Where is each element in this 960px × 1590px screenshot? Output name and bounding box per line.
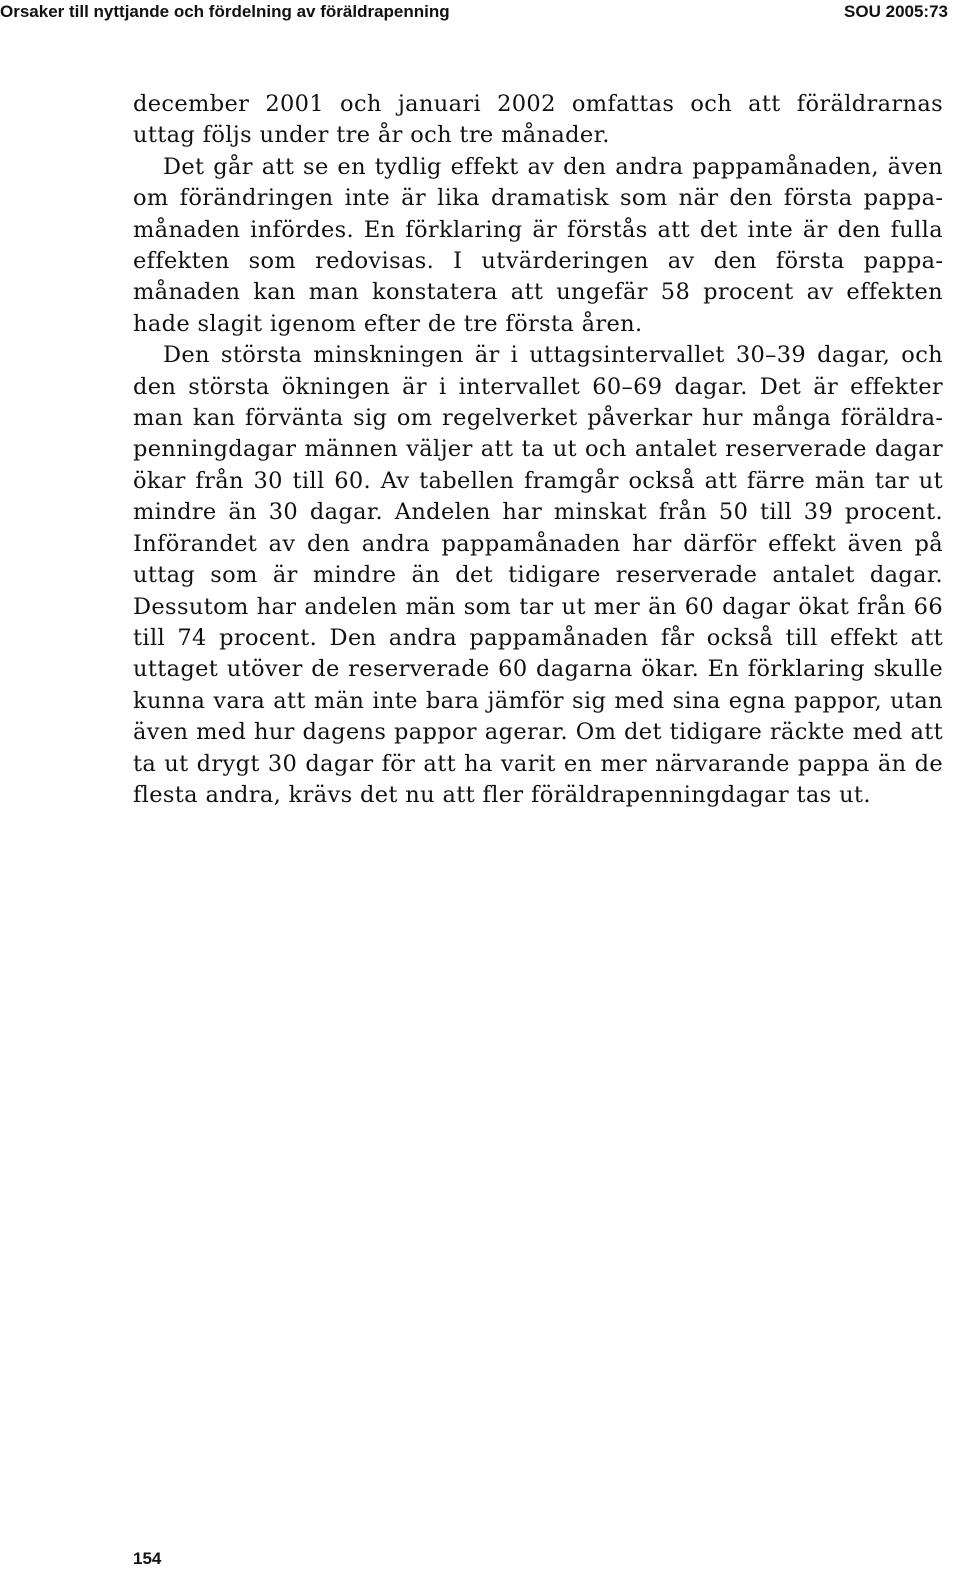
report-reference: SOU 2005:73 [844,2,948,21]
chapter-title: Orsaker till nyttjande och fördelning av föräldrapenning [0,2,450,21]
paragraph: Det går att se en tydlig effekt av den andra pappamånaden, även om förändringen inte är lika dramatisk som när den första pappamånaden infördes. En förklaring är förstås att det inte är den fulla effekten som redovisas. I utvärderingen av den första pappamånaden kan man konstatera att ungefär 58 procent av effekten hade slagit igenom efter de tre första åren. [133,153,943,337]
body-text [133,89,943,811]
paragraph: Den största minskningen är i uttagsintervallet 30–39 dagar, och den största ökningen är i intervallet 60–69 dagar. Det är effekter man kan förvänta sig om regelverket påverkar hur många föräldrapenningdagar männen väljer att ta ut och antalet reserverade dagar ökar från 30 till 60. Av tabellen framgår också att färre män tar ut mindre än 30 dagar. Andelen har minskat från 50 till 39 procent. Införandet av den andra pappamånaden har därför effekt även på uttag som är mindre än det tidigare reserverade antalet dagar. Dessutom har andelen män som tar ut mer än 60 dagar ökat från 66 till 74 procent. Den andra pappamånaden får också till effekt att uttaget utöver de reserverade 60 dagarna ökar. En förklaring skulle kunna vara att män inte bara jämför sig med sina egna pappor, utan även med hur dagens pappor agerar. Om det tidigare räckte med att ta ut drygt 30 dagar för att ha varit en mer närvarande pappa än de flesta andra, krävs det nu att fler föräldrapenningdagar tas ut. [133,342,943,808]
page-number: 154 [133,1549,162,1568]
running-header [0,0,960,26]
paragraph: december 2001 och januari 2002 omfattas och att föräldrarnas uttag följs under tre år och tre månader. [133,91,943,149]
